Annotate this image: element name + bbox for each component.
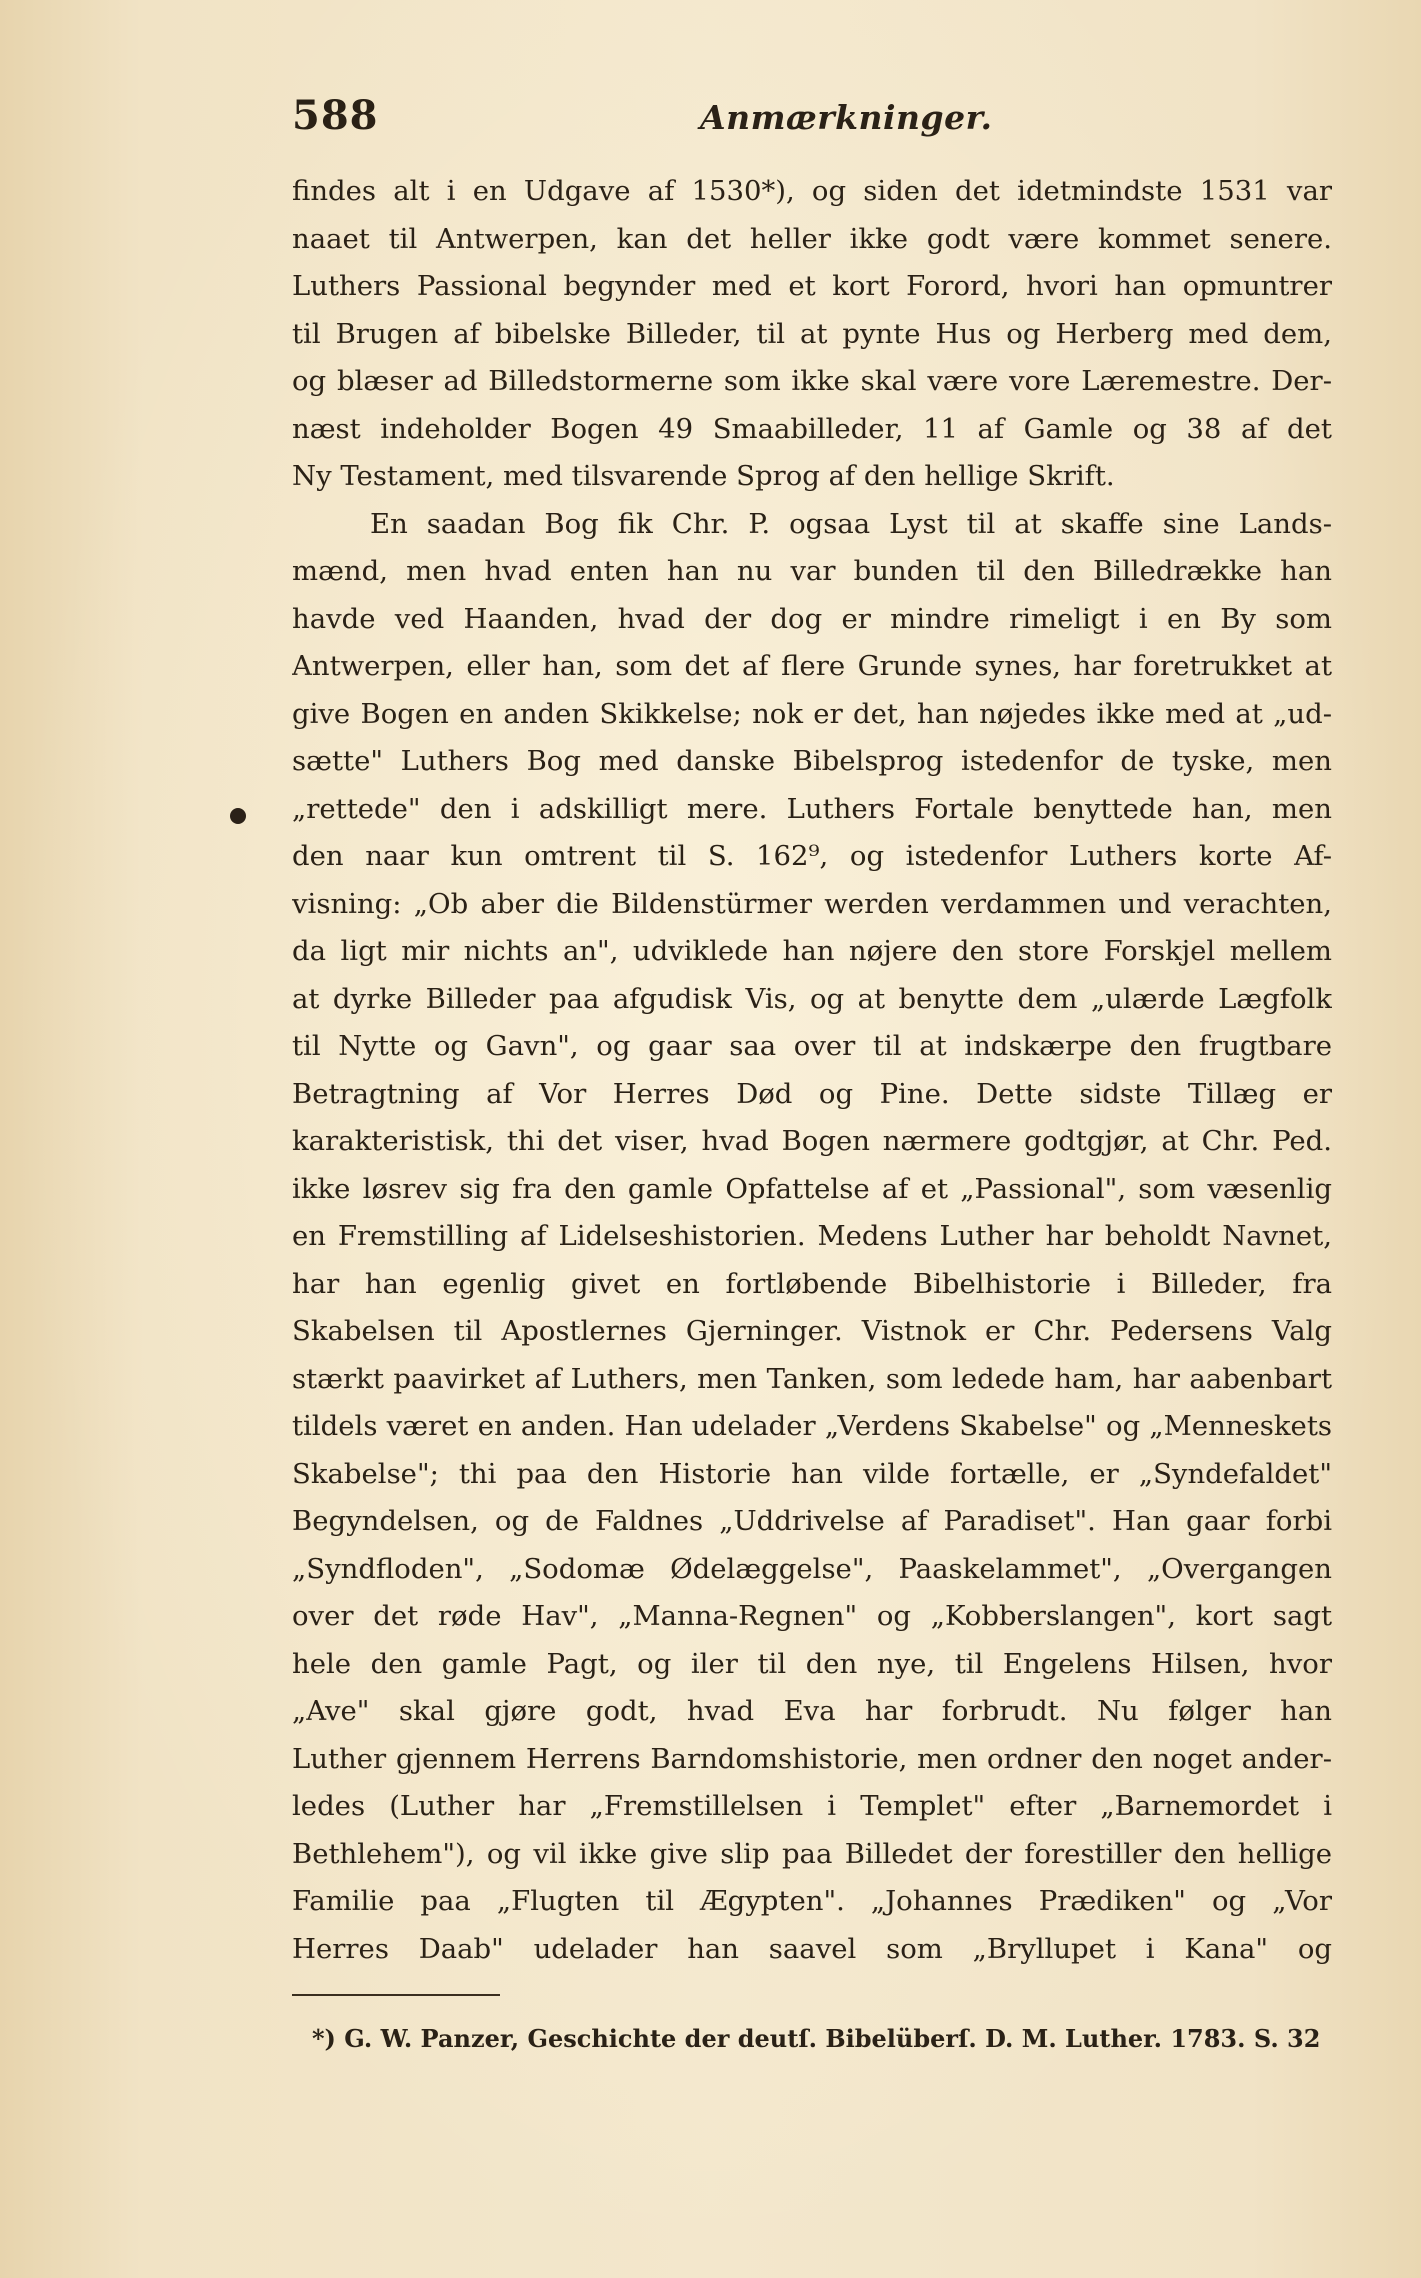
text-line: Skabelse"; thi paa den Historie han vilde fortælle, er „Syndefaldet" [292,1457,1332,1490]
text-line: Herres Daab" udelader han saavel som „Bryllupet i Kana" og [292,1932,1332,1965]
text-line: Betragtning af Vor Herres Død og Pine. Dette sidste Tillæg er [292,1077,1332,1110]
text-line: naaet til Antwerpen, kan det heller ikke godt være kommet senere. [292,222,1332,255]
text-line: karakteristisk, thi det viser, hvad Bogen nærmere godtgjør, at Chr. Ped. [292,1125,1332,1157]
text-line: Skabelsen til Apostlernes Gjerninger. Vistnok er Chr. Pedersens Valg [292,1315,1332,1347]
text-line: til Brugen af bibelske Billeder, til at pynte Hus og Herberg med dem, [292,317,1332,350]
text-line: Ny Testament, med tilsvarende Sprog af den hellige Skrift. [292,460,1115,492]
footnote-divider [292,1994,500,1996]
text-line: Begyndelsen, og de Faldnes „Uddrivelse af Paradiset". Han gaar forbi [292,1505,1332,1537]
text-line: den naar kun omtrent til S. 162⁹, og istedenfor Luthers korte Af- [292,840,1332,872]
text-line: en Fremstilling af Lidelseshistorien. Medens Luther har beholdt Navnet, [292,1220,1332,1252]
text-line: tildels været en anden. Han udelader „Verdens Skabelse" og „Menneskets [292,1410,1332,1442]
text-line: „Syndfloden", „Sodomæ Ødelæggelse", Paaskelammet", „Overgangen [292,1552,1332,1585]
text-line: Luther gjennem Herrens Barndomshistorie, men ordner den noget ander- [292,1742,1332,1775]
text-line: visning: „Ob aber die Bildenstürmer werden verdammen und verachten, [292,887,1332,920]
text-line: ikke løsrev sig fra den gamle Opfattelse af et „Passional", som væsenlig [292,1172,1332,1205]
text-line: Antwerpen, eller han, som det af flere Grunde synes, har foretrukket at [292,650,1332,682]
text-line: næst indeholder Bogen 49 Smaabilleder, 11 af Gamle og 38 af det [292,412,1332,445]
text-line: stærkt paavirket af Luthers, men Tanken, som ledede ham, har aabenbart [292,1362,1332,1395]
margin-ink-dot [230,808,246,824]
text-line: Bethlehem"), og vil ikke give slip paa Billedet der forestiller den hellige [292,1837,1332,1870]
text-line: at dyrke Billeder paa afgudisk Vis, og at benytte dem „ulærde Lægfolk [292,982,1332,1015]
text-line: til Nytte og Gavn", og gaar saa over til at indskærpe den frugtbare [292,1030,1332,1062]
body-text [292,168,1332,1973]
text-line: mænd, men hvad enten han nu var bunden til den Billedrække han [292,555,1332,587]
paragraph-1 [292,168,1332,501]
text-line: Familie paa „Flugten til Ægypten". „Johannes Prædiken" og „Vor [292,1885,1332,1917]
text-line: havde ved Haanden, hvad der dog er mindre rimeligt i en By som [292,602,1332,635]
text-line: ledes (Luther har „Fremstillelsen i Templet" efter „Barnemordet i [292,1790,1332,1822]
text-line: En saadan Bog fik Chr. P. ogsaa Lyst til at skaffe sine Lands- [370,507,1332,540]
text-line: over det røde Hav", „Manna-Regnen" og „Kobberslangen", kort sagt [292,1600,1332,1632]
text-line: „rettede" den i adskilligt mere. Luthers Fortale benyttede han, men [292,792,1332,825]
text-line: har han egenlig givet en fortløbende Bibelhistorie i Billeder, fra [292,1267,1332,1300]
text-line: „Ave" skal gjøre godt, hvad Eva har forbrudt. Nu følger han [292,1695,1332,1727]
text-line: hele den gamle Pagt, og iler til den nye, til Engelens Hilsen, hvor [292,1647,1332,1680]
text-line: og blæser ad Billedstormerne som ikke skal være vore Læremestre. Der- [292,365,1332,397]
text-line: give Bogen en anden Skikkelse; nok er det, han nøjedes ikke med at „ud- [292,697,1332,730]
text-line: da ligt mir nichts an", udviklede han nøjere den store Forskjel mellem [292,935,1332,967]
text-line: sætte" Luthers Bog med danske Bibelsprog istedenfor de tyske, men [292,745,1332,777]
page-header [292,92,1332,142]
text-line: findes alt i en Udgave af 1530*), og siden det idetmindste 1531 var [292,175,1332,207]
text-line: Luthers Passional begynder med et kort Forord, hvori han opmuntrer [292,270,1332,302]
paragraph-2 [292,501,1332,1974]
running-head: Anmærkninger. [700,98,993,137]
page-number: 588 [292,92,379,139]
footnote: *) G. W. Panzer, Geschichte der deutſ. Bibelüberſ. D. M. Luther. 1783. S. 32 [312,2024,1321,2053]
